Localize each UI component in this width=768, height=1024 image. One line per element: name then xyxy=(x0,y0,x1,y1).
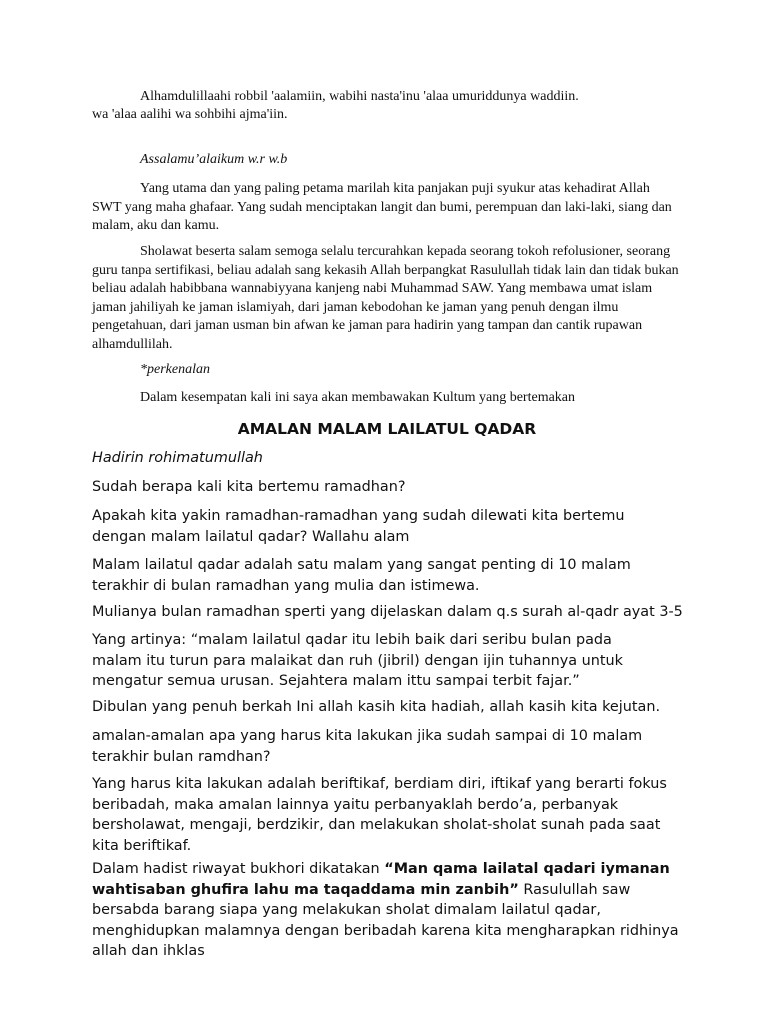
hadist-quote: “Man qama lailatal qadari iymanan wahtisaban ghufira lahu ma taqaddama min zanbih” xyxy=(92,861,670,898)
body-paragraph-5: Yang artinya: “malam lailatul qadar itu lebih baik dari seribu bulan pada malam itu turun para malaikat dan ruh (jibril) dengan ijin tuhannya untuk mengatur semua urusan. Sejahtera malam ittu sampai terbit fajar.” xyxy=(92,632,623,689)
hadist-intro-text: Dalam hadist riwayat bukhori dikatakan xyxy=(92,861,385,877)
perkenalan-note: *perkenalan xyxy=(140,362,210,377)
intro-paragraph-3: Dalam kesempatan kali ini saya akan membawakan Kultum yang bertemakan xyxy=(140,390,576,405)
hadist-explanation-text: Rasulullah saw bersabda barang siapa yang melakukan sholat dimalam lailatul qadar, menghidupkan malamnya dengan beribadah karena kita mengharapkan ridhinya allah dan ihklas xyxy=(92,881,679,959)
salam-greeting: Assalamu’alaikum w.r w.b xyxy=(140,152,288,167)
body-paragraph-9 xyxy=(92,859,682,962)
intro-paragraph-1: Yang utama dan yang paling petama marilah kita panjakan puji syukur atas kehadirat Allah SWT yang maha ghafaar. Yang sudah menciptakan langit dan bumi, perempuan dan laki-laki, siang dan malam, aku dan kamu. xyxy=(92,181,672,233)
body-paragraph-7: amalan-amalan apa yang harus kita lakukan jika sudah sampai di 10 malam terakhir bulan ramdhan? xyxy=(92,728,643,765)
document-title: AMALAN MALAM LAILATUL QADAR xyxy=(237,420,537,438)
opening-line-2: wa 'alaa aalihi wa sohbihi ajma'iin. xyxy=(92,107,288,122)
body-paragraph-3: Malam lailatul qadar adalah satu malam yang sangat penting di 10 malam terakhir di bulan ramadhan yang mulia dan istimewa. xyxy=(92,557,631,594)
body-paragraph-4: Mulianya bulan ramadhan sperti yang dijelaskan dalam q.s surah al-qadr ayat 3-5 xyxy=(92,604,683,620)
hadirin-greeting: Hadirin rohimatumullah xyxy=(92,450,263,466)
body-paragraph-1: Sudah berapa kali kita bertemu ramadhan? xyxy=(92,479,406,495)
body-paragraph-6: Dibulan yang penuh berkah Ini allah kasih kita hadiah, allah kasih kita kejutan. xyxy=(92,699,661,715)
body-paragraph-2: Apakah kita yakin ramadhan-ramadhan yang sudah dilewati kita bertemu dengan malam lailatul qadar? Wallahu alam xyxy=(92,508,625,545)
intro-paragraph-2: Sholawat beserta salam semoga selalu tercurahkan kepada seorang tokoh refolusioner, seorang guru tanpa sertifikasi, beliau adalah sang kekasih Allah berpangkat Rasulullah tidak lain dan tidak bukan beliau adalah habibbana wannabiyyana kanjeng nabi Muhammad SAW. Yang membawa umat islam jaman jahiliyah ke jaman islamiyah, dari jaman kebodohan ke jaman yang penuh dengan ilmu pengetahuan, dari jaman usman bin afwan ke jaman para hadirin yang tampan dan cantik rupawan alhamdullilah. xyxy=(92,244,679,352)
opening-line-1: Alhamdulillaahi robbil 'aalamiin, wabihi nasta'inu 'alaa umuriddunya waddiin. xyxy=(140,89,579,104)
body-paragraph-8: Yang harus kita lakukan adalah beriftikaf, berdiam diri, iftikaf yang berarti fokus beribadah, maka amalan lainnya yaitu perbanyaklah berdo’a, perbanyak bersholawat, mengaji, berdzikir, dan melakukan sholat-sholat sunah pada saat kita beriftikaf. xyxy=(92,776,667,854)
